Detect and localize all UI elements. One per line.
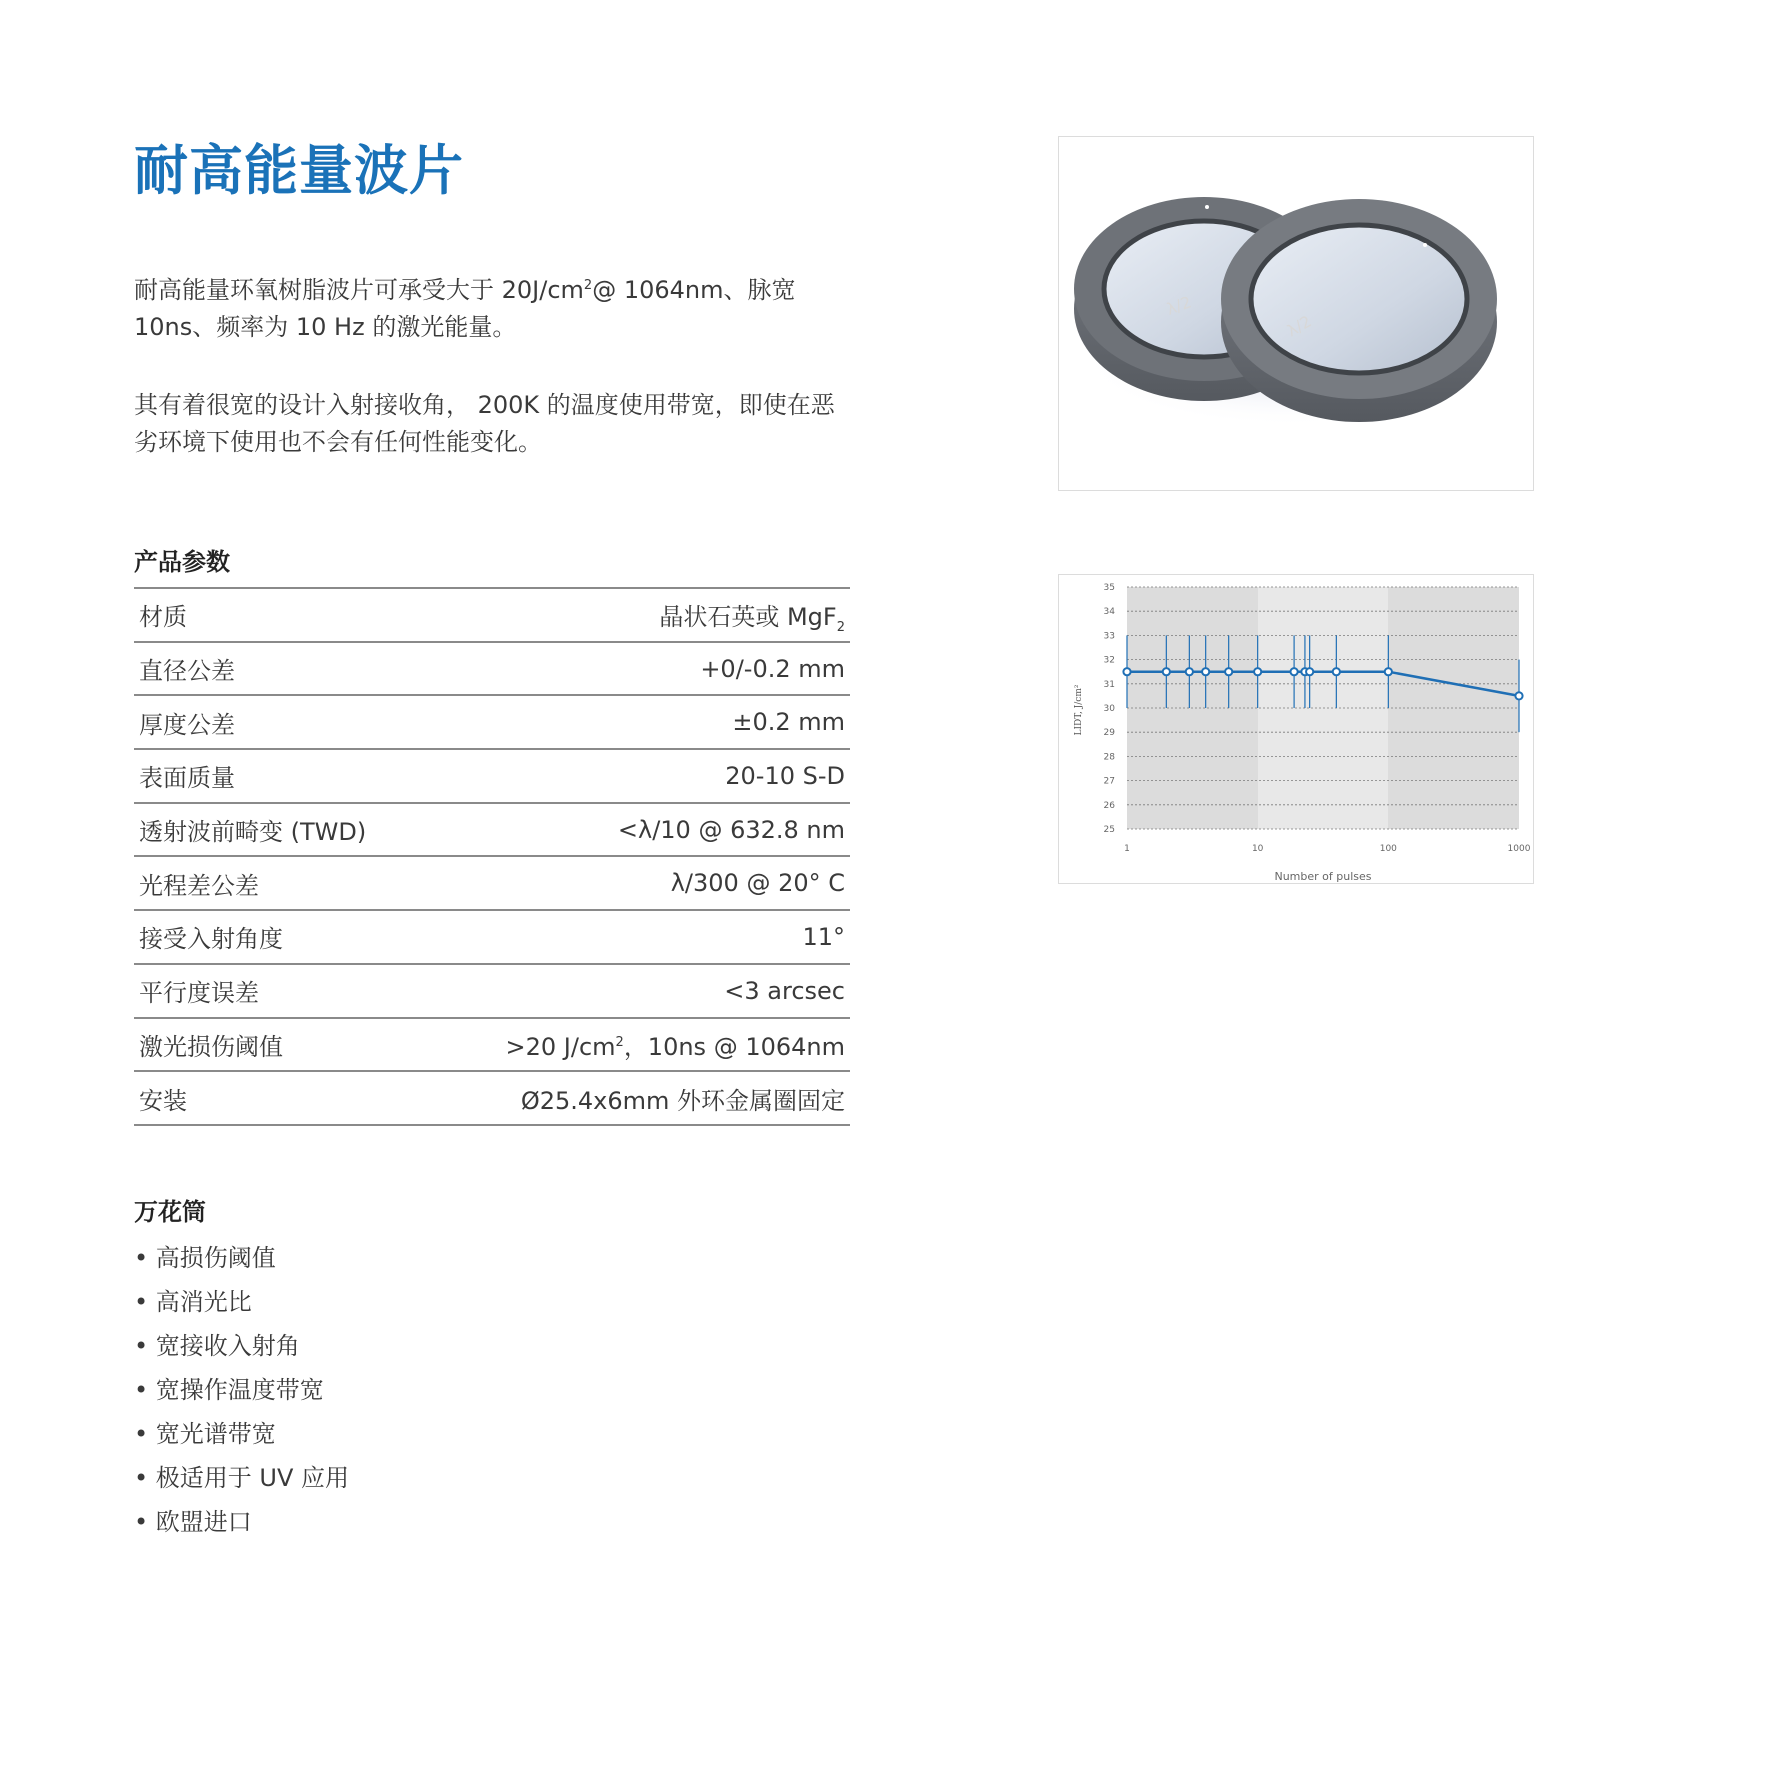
y-tick-label: 35 [1103, 583, 1115, 593]
spec-label: 直径公差 [139, 657, 235, 686]
y-tick-label: 25 [1103, 825, 1115, 835]
list-item: • 极适用于 UV 应用 [134, 1456, 349, 1500]
spec-value-text-tail: ，10ns @ 1064nm [623, 1032, 845, 1061]
spec-label: 激光损伤阈值 [139, 1032, 283, 1061]
spec-value: ±0.2 mm [732, 708, 845, 737]
params-heading: 产品参数 [134, 548, 230, 576]
waveplate-rings-illustration [1059, 137, 1534, 491]
x-tick-label: 10 [1251, 844, 1264, 854]
product-photo [1058, 136, 1534, 491]
spec-label: 表面质量 [139, 764, 235, 793]
spec-label: 接受入射角度 [139, 925, 283, 954]
x-tick-label: 100 [1379, 844, 1397, 854]
list-item: • 欧盟进口 [134, 1500, 349, 1544]
table-row [134, 965, 850, 1019]
page-title: 耐高能量波片 [134, 139, 464, 202]
data-point [1186, 668, 1193, 675]
chart-xlabel: Number of pulses [1274, 870, 1372, 883]
spec-value [659, 597, 845, 636]
spec-value: 20-10 S-D [725, 761, 845, 790]
y-tick-label: 29 [1103, 728, 1115, 739]
spec-table [134, 587, 850, 1126]
intro-paragraph-1 [134, 272, 854, 346]
intro-text-a: 耐高能量环氧树脂波片可承受大于 20J/cm [134, 276, 584, 304]
table-row [134, 1019, 850, 1073]
spec-value: λ/300 @ 20° C [670, 869, 845, 898]
data-point [1515, 692, 1522, 699]
data-point [1254, 668, 1261, 675]
table-row [134, 643, 850, 697]
features-heading: 万花筒 [134, 1198, 206, 1226]
left-ring-engraving: λ/2 [1163, 292, 1194, 319]
spec-label: 安装 [139, 1086, 187, 1115]
y-tick-label: 27 [1103, 776, 1115, 787]
lidt-chart-svg [1059, 575, 1535, 885]
spec-value: <3 arcsec [724, 976, 845, 1005]
table-row [134, 857, 850, 911]
table-row [134, 1072, 850, 1126]
spec-value: +0/-0.2 mm [700, 654, 845, 683]
right-ring-engraving: λ/2 [1283, 311, 1315, 341]
y-tick-label: 32 [1103, 655, 1115, 666]
list-item: • 宽接收入射角 [134, 1324, 349, 1368]
spec-value-text: 晶状石英或 MgF [659, 603, 837, 632]
spec-label: 透射波前畸变 (TWD) [139, 818, 367, 847]
features-list [134, 1236, 349, 1544]
y-tick-label: 31 [1103, 679, 1115, 690]
data-point [1123, 668, 1130, 675]
table-row [134, 911, 850, 965]
spec-value-subscript: 2 [836, 620, 845, 636]
spec-value-superscript: 2 [615, 1034, 624, 1050]
y-tick-label: 28 [1103, 752, 1115, 763]
intro-superscript: 2 [583, 278, 593, 293]
list-item: • 宽操作温度带宽 [134, 1368, 349, 1412]
y-tick-label: 30 [1103, 704, 1115, 714]
spec-value-text: >20 J/cm [505, 1032, 616, 1061]
spec-label: 材质 [139, 603, 187, 632]
data-point [1306, 668, 1313, 675]
y-tick-label: 33 [1103, 631, 1115, 642]
data-point [1385, 668, 1392, 675]
list-item: • 高损伤阈值 [134, 1236, 349, 1280]
data-point [1333, 668, 1340, 675]
table-row [134, 750, 850, 804]
data-point [1290, 668, 1297, 675]
spec-value: Ø25.4x6mm 外环金属圈固定 [520, 1086, 845, 1115]
spec-label: 厚度公差 [139, 710, 235, 739]
spec-value: 11° [802, 922, 845, 951]
lidt-chart [1058, 574, 1534, 884]
spec-label: 平行度误差 [139, 979, 259, 1008]
y-tick-label: 34 [1103, 607, 1115, 618]
x-tick-label: 1 [1124, 844, 1130, 854]
data-point [1163, 668, 1170, 675]
spec-value: <λ/10 @ 632.8 nm [617, 815, 845, 844]
data-point [1225, 668, 1232, 675]
spec-value [506, 1027, 845, 1062]
intro-paragraph-2: 其有着很宽的设计入射接收角， 200K 的温度使用带宽，即使在恶劣环境下使用也不会有任何性能变化。 [134, 391, 835, 456]
chart-ylabel: LIDT, J/cm² [1074, 684, 1084, 736]
y-tick-label: 26 [1103, 800, 1115, 811]
spec-label: 光程差公差 [139, 871, 259, 900]
table-row [134, 589, 850, 643]
list-item: • 宽光谱带宽 [134, 1412, 349, 1456]
list-item: • 高消光比 [134, 1280, 349, 1324]
table-row [134, 696, 850, 750]
table-row [134, 804, 850, 858]
data-point [1202, 668, 1209, 675]
x-tick-label: 1000 [1507, 844, 1531, 854]
intro-text-b: @ 1064nm、脉宽 10ns、频率为 10 Hz 的激光能量。 [134, 276, 796, 341]
